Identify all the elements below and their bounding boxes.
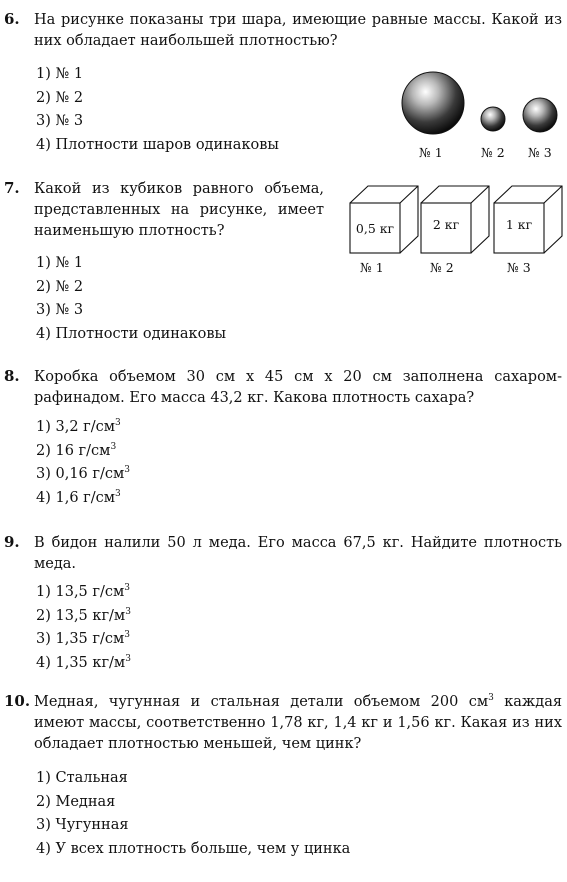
- question-number: 10.: [4, 692, 31, 710]
- sphere-2-label: № 2: [481, 145, 505, 160]
- spheres-figure: [395, 65, 567, 160]
- cube-3-mass: 1 кг: [505, 217, 533, 232]
- option-3: 3) 1,35 $г/см^3$: [36, 630, 131, 647]
- cube-2-mass: 2 кг: [432, 217, 460, 232]
- question-number: 6.: [4, 10, 20, 28]
- cube-2-label: № 2: [430, 260, 454, 275]
- question-number: 7.: [4, 179, 20, 197]
- option-3: 3) 0,16 $г/см^3$: [36, 465, 131, 482]
- sphere-1-label: № 1: [419, 145, 443, 160]
- option-2: 2) № 2: [36, 89, 84, 106]
- option-4: 4) 1,35 $кг/м^3$: [36, 653, 131, 671]
- option-1: 1) 13,5 $г/см^3$: [36, 583, 131, 600]
- option-3: 3) Чугунная: [36, 817, 129, 833]
- option-3: 3) № 3: [36, 302, 84, 318]
- options-list: [36, 416, 130, 510]
- question-number: 9.: [4, 533, 20, 551]
- cube-1-mass: 0,5 кг: [355, 221, 395, 236]
- question-text: На рисунке показаны три шара, имеющие равные массы. Какой из них обладает наибольшей плотностью?: [34, 12, 562, 49]
- option-4: 4) Плотности одинаковы: [36, 325, 227, 342]
- option-2: 2) Медная: [36, 793, 116, 810]
- options-list: [36, 767, 350, 861]
- option-1: 1) 3,2 $г/см^3$: [36, 418, 121, 435]
- question-number: 8.: [4, 367, 20, 385]
- question-text: В бидон налили 50 л меда. Его масса 67,5 кг. Найдите плотность меда.: [34, 535, 562, 572]
- sphere-3-label: № 3: [528, 145, 552, 160]
- option-1: 1) № 1: [36, 66, 84, 82]
- sphere-1: [402, 72, 464, 134]
- sphere-3: [523, 98, 557, 132]
- option-4: 4) 1,6 $г/см^3$: [36, 488, 121, 506]
- question-text: Коробка объемом 30 см х 45 см х 20 см заполнена сахаром-рафинадом. Его масса 43,2 кг. Какова плотность сахара?: [34, 369, 562, 406]
- cubes-figure: [344, 181, 567, 277]
- cube-3-label: № 3: [507, 260, 531, 275]
- option-4: 4) У всех плотность больше, чем у цинка: [36, 840, 351, 857]
- question-text: Какой из кубиков равного объема, представленных на рисунке, имеет наименьшую плотность?: [34, 181, 324, 239]
- option-2: 2) № 2: [36, 278, 84, 295]
- cube-1-label: № 1: [360, 260, 384, 275]
- sphere-2: [481, 107, 505, 131]
- option-1: 1) Стальная: [36, 770, 128, 786]
- options-list: [36, 63, 279, 157]
- option-2: 2) 16 $г/см^3$: [36, 441, 117, 459]
- cube-1: [350, 186, 418, 253]
- option-1: 1) № 1: [36, 255, 84, 271]
- question-text: Медная, чугунная и стальная детали объемом 200 $см^3$ каждая имеют массы, соответственно 1,78 кг, 1,4 кг и 1,56 кг. Какая из них обладает плотностью меньшей, чем цинк?: [34, 693, 562, 752]
- options-list: [36, 581, 131, 675]
- option-4: 4) Плотности шаров одинаковы: [36, 136, 279, 153]
- options-list: [36, 252, 226, 346]
- option-2: 2) 13,5 $кг/м^3$: [36, 606, 131, 624]
- option-3: 3) № 3: [36, 113, 84, 129]
